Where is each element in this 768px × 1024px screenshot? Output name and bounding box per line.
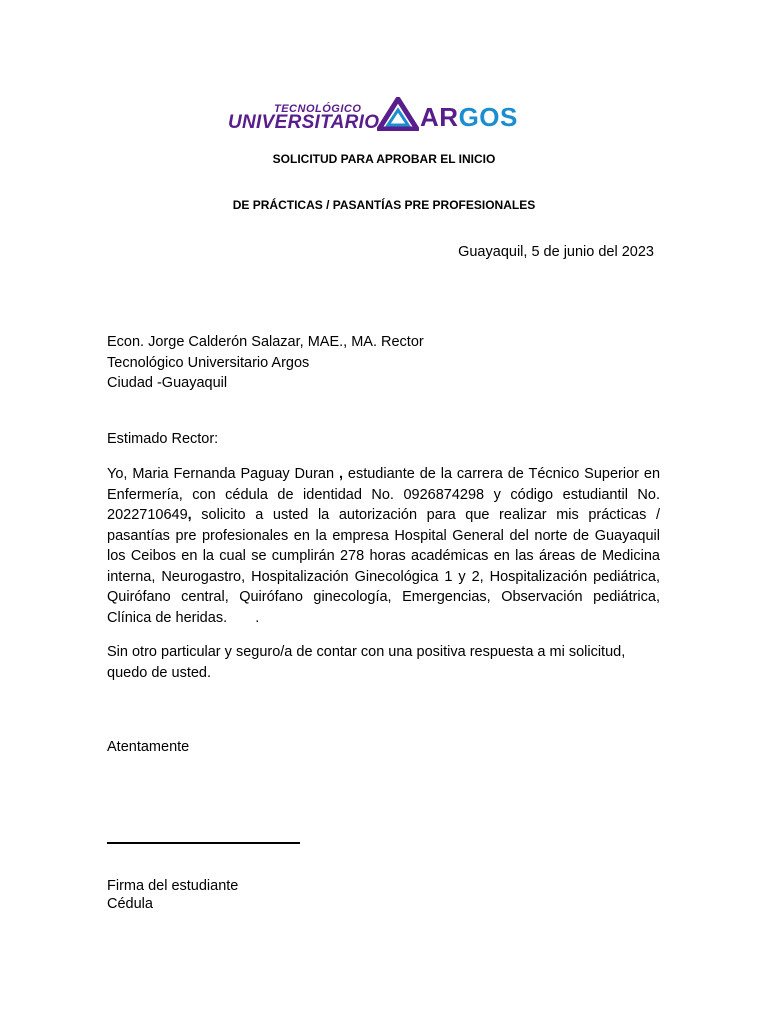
logo-brand-part2: GOS bbox=[458, 102, 518, 132]
signature-label: Firma del estudiante bbox=[107, 878, 239, 894]
institution-logo bbox=[228, 97, 548, 137]
body-intro: Yo, bbox=[107, 466, 133, 482]
body-comma-2: , bbox=[187, 507, 192, 523]
heading-line-2: DE PRÁCTICAS / PASANTÍAS PRE PROFESIONALES bbox=[232, 198, 536, 212]
body-trailing: . bbox=[227, 609, 260, 626]
closing-paragraph: Sin otro particular y seguro/a de contar con una positiva respuesta a mi solicitud, quedo de usted. bbox=[107, 644, 626, 681]
recipient-institution: Tecnológico Universitario Argos bbox=[107, 354, 310, 371]
signature-line bbox=[107, 842, 300, 844]
logo-brand-part1: AR bbox=[420, 102, 459, 132]
recipient-name: Econ. Jorge Calderón Salazar, MAE., MA. Rector bbox=[107, 334, 424, 350]
letter-date: Guayaquil, 5 de junio del 2023 bbox=[458, 244, 654, 260]
recipient-block bbox=[107, 332, 660, 394]
body-comma: , bbox=[334, 466, 343, 482]
student-name: Maria Fernanda Paguay Duran bbox=[132, 466, 335, 482]
signature-block bbox=[107, 877, 660, 913]
body-part-2: estudiante de la carrera de Técnico Superior en Enfermería, con cédula de identidad No. 0926874298 y código estudiantil No. 2022710649 bbox=[107, 466, 661, 523]
id-label: Cédula bbox=[107, 896, 153, 912]
greeting: Estimado Rector: bbox=[107, 431, 219, 447]
logo-small-text: TECNOLÓGICO bbox=[274, 103, 362, 115]
logo-brand bbox=[420, 102, 518, 133]
heading-line-1: SOLICITUD PARA APROBAR EL INICIO bbox=[272, 152, 496, 166]
body-part-3: solicito a usted la autorización para que realizar mis prácticas / pasantías pre profesionales en la empresa Hospital General del norte de Guayaquil los Ceibos en la cual se cumplirán 278 horas académicas en las áreas de Medicina interna, Neurogastro, Hospitalización Ginecológica 1 y 2, Hospitalización pediátrica, Quirófano central, Quirófano ginecología, Emergencias, Observación pediátrica, Clínica de heridas. bbox=[107, 507, 660, 626]
regards: Atentamente bbox=[107, 739, 190, 755]
recipient-city: Ciudad -Guayaquil bbox=[107, 375, 228, 391]
logo-big-text: UNIVERSITARIO bbox=[228, 112, 380, 133]
letter-body bbox=[107, 464, 660, 628]
argos-triangle-icon bbox=[377, 97, 419, 131]
